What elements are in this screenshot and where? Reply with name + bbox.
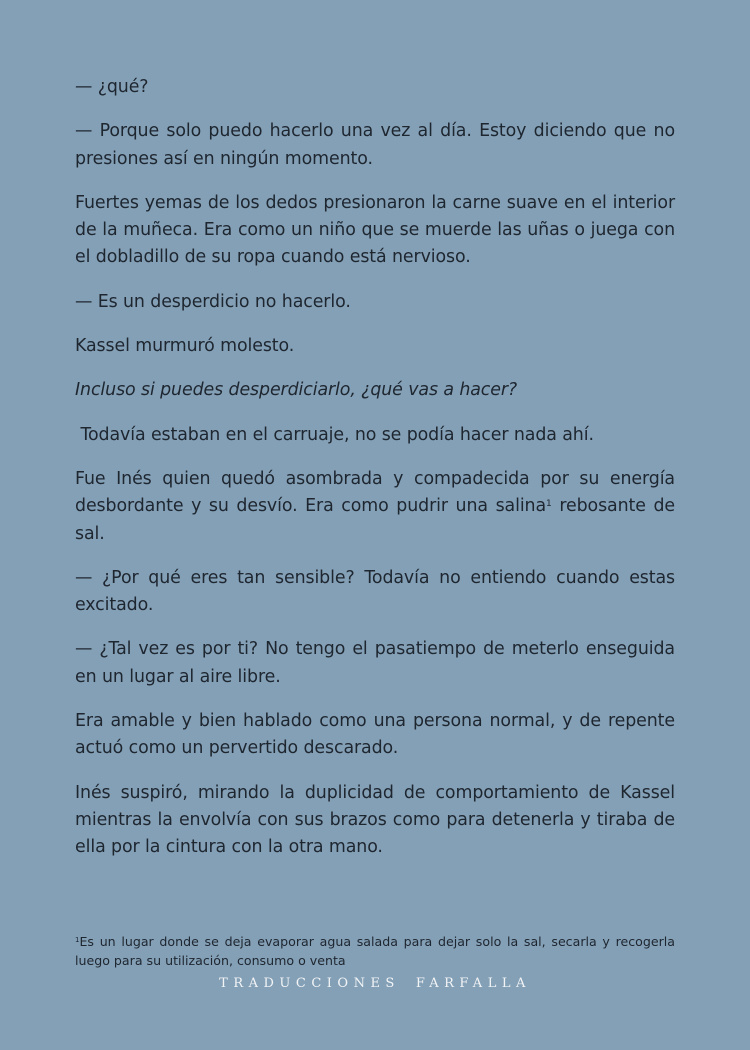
paragraph: Fuertes yemas de los dedos presionaron la carne suave en el interior de la muñeca. Era como un niño que se muerde las uñas o juega con el dobladillo de su ropa cuando está nervioso. bbox=[75, 192, 675, 268]
paragraph: Inés suspiró, mirando la duplicidad de comportamiento de Kassel mientras la envolvía con sus brazos como para detenerla y tiraba de ella por la cintura con la otra mano. bbox=[75, 782, 675, 858]
paragraph: Era amable y bien hablado como una persona normal, y de repente actuó como un pervertido descarado. bbox=[75, 711, 675, 759]
paragraph: Todavía estaban en el carruaje, no se podía hacer nada ahí. bbox=[75, 424, 594, 445]
footnote-text: Es un lugar donde se deja evaporar agua salada para dejar solo la sal, secarla y recogerla luego para su utilización, consumo o venta bbox=[75, 934, 675, 968]
footer-word: TRADUCCIONES bbox=[219, 976, 400, 991]
footnote-ref[interactable]: 1 bbox=[546, 499, 552, 510]
paragraph: — ¿Por qué eres tan sensible? Todavía no entiendo cuando estas excitado. bbox=[75, 567, 675, 616]
text: rebosante de sal. bbox=[75, 496, 675, 544]
italic-thought: Incluso si puedes desperdiciarlo, ¿qué vas a hacer? bbox=[75, 380, 518, 401]
paragraph: Kassel murmuró molesto. bbox=[75, 336, 295, 357]
footnote-number: 1 bbox=[75, 936, 80, 944]
page-body bbox=[75, 74, 675, 879]
paragraph: — Es un desperdicio no hacerlo. bbox=[75, 291, 351, 312]
text: Fue Inés quien quedó asombrada y compadecida por su energía desbordante y su desvío. Era como pudrir una salina bbox=[75, 468, 675, 517]
footer-word: FARFALLA bbox=[415, 976, 531, 991]
paragraph: — Porque solo puedo hacerlo una vez al día. Estoy diciendo que no presiones así en ningún momento. bbox=[75, 121, 675, 169]
paragraph-with-footnote bbox=[75, 466, 675, 548]
paragraph: — ¿Tal vez es por ti? No tengo el pasatiempo de meterlo enseguida en un lugar al aire libre. bbox=[75, 639, 675, 687]
footnote bbox=[75, 932, 675, 970]
footer-credit bbox=[0, 976, 750, 991]
paragraph: — ¿qué? bbox=[75, 77, 149, 97]
